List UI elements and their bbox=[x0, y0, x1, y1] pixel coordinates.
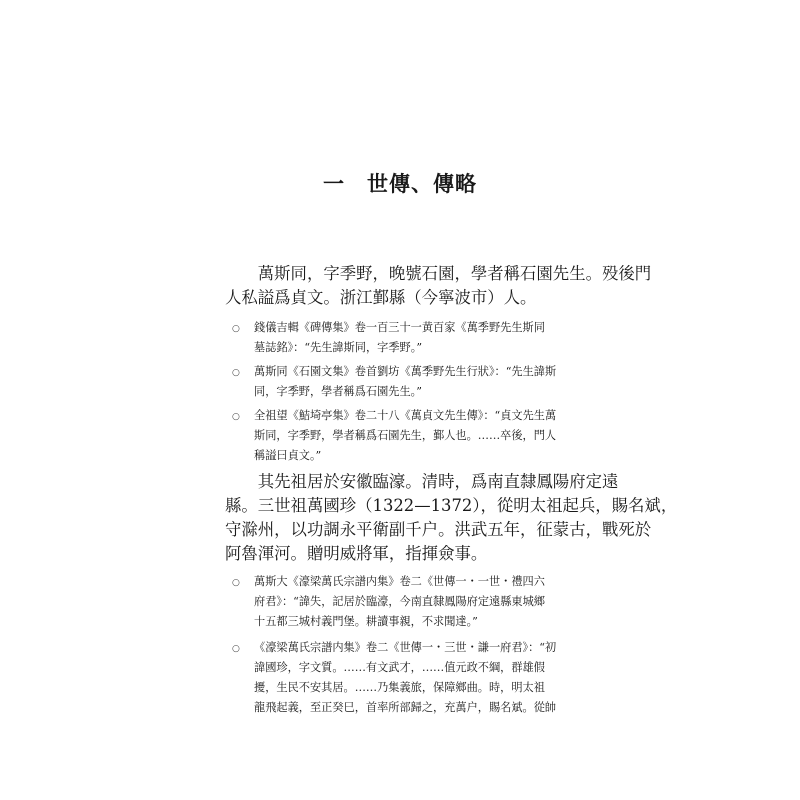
footnote-line: 十五都三城村義門堡。耕讀事親，不求聞達。” bbox=[254, 615, 478, 628]
paragraph-line: 其先祖居於安徽臨濠。清時，爲南直隸鳳陽府定遠 bbox=[225, 472, 619, 491]
footnote-2 bbox=[232, 362, 612, 402]
paragraph-2 bbox=[225, 470, 678, 566]
circle-marker-icon: ○ bbox=[232, 578, 240, 588]
footnote-line: 同，字季野，學者稱爲石園先生。” bbox=[254, 385, 422, 398]
footnote-line: 萬斯同《石園文集》卷首劉坊《萬季野先生行狀》：“先生諱斯 bbox=[254, 365, 557, 378]
footnote-line: 諱國珍，字文質。……有文武才，……值元政不綱，群雄假 bbox=[254, 661, 545, 674]
footnote-line: 墓誌銘》：“先生諱斯同，字季野。” bbox=[254, 341, 423, 354]
footnote-line: 府君》：“諱失，記居於臨濠，今南直隸鳳陽府定遠縣東城鄉 bbox=[254, 595, 545, 608]
circle-marker-icon: ○ bbox=[232, 412, 240, 422]
footnote-3 bbox=[232, 406, 612, 466]
footnote-line: 稱謚曰貞文。” bbox=[254, 449, 322, 462]
paragraph-line: 阿魯渾河。贈明威將軍，指揮僉事。 bbox=[225, 544, 488, 563]
section-number: 一 bbox=[323, 171, 345, 196]
paragraph-line: 萬斯同，字季野，晚號石園，學者稱石園先生。殁後門 bbox=[225, 264, 652, 283]
section-title: 世傳、傳略 bbox=[367, 171, 477, 196]
footnote-line: 《濠梁萬氏宗譜内集》卷二《世傳一・三世・謙一府君》：“初 bbox=[254, 641, 557, 654]
footnote-line: 錢儀吉輯《碑傳集》卷一百三十一黄百家《萬季野先生斯同 bbox=[254, 321, 545, 334]
footnote-5 bbox=[232, 638, 612, 718]
footnote-line: 全祖望《鮚埼亭集》卷二十八《萬貞文先生傳》：“貞文先生萬 bbox=[254, 409, 557, 422]
section-heading bbox=[0, 168, 800, 198]
footnote-line: 擾，生民不安其居。……乃集義旅，保障鄉曲。時，明太祖 bbox=[254, 681, 545, 694]
paragraph-line: 縣。三世祖萬國珍（1322—1372），從明太祖起兵，賜名斌， bbox=[225, 496, 678, 515]
footnote-line: 萬斯大《濠梁萬氏宗譜内集》卷二《世傳一・一世・禮四六 bbox=[254, 575, 545, 588]
circle-marker-icon: ○ bbox=[232, 644, 240, 654]
paragraph-1 bbox=[225, 262, 652, 310]
footnote-1 bbox=[232, 318, 612, 358]
footnote-line: 斯同，字季野，學者稱爲石園先生，鄞人也。……卒後，門人 bbox=[254, 429, 557, 442]
paragraph-line: 守滁州，以功調永平衛副千户。洪武五年，征蒙古，戰死於 bbox=[225, 520, 652, 539]
footnote-4 bbox=[232, 572, 612, 632]
circle-marker-icon: ○ bbox=[232, 324, 240, 334]
footnote-line: 龍飛起義，至正癸巳，首率所部歸之，充萬户，賜名斌。從帥 bbox=[254, 701, 557, 714]
circle-marker-icon: ○ bbox=[232, 368, 240, 378]
paragraph-line: 人私謚爲貞文。浙江鄞縣（今寧波市）人。 bbox=[225, 288, 537, 307]
